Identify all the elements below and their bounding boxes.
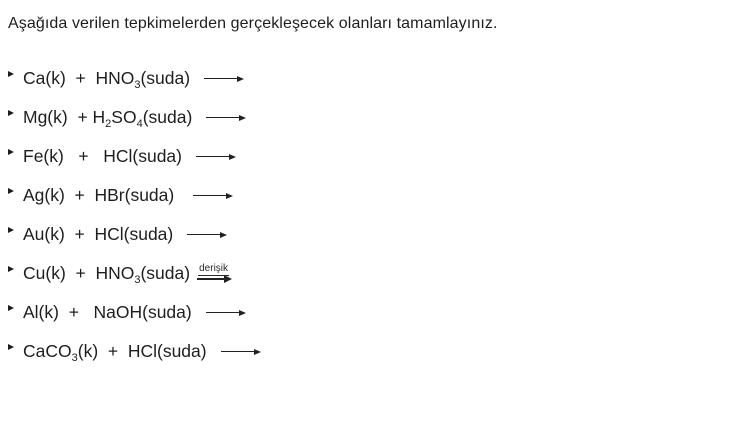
formula-subscript: 3 [134,273,141,286]
formula-text: Au(k) + HCl(suda) [23,223,174,244]
long-right-arrow-icon [193,195,231,197]
triangular-bullet-icon [8,266,14,272]
triangular-bullet-icon [8,305,14,311]
formula-text: (suda) [140,262,191,283]
reaction-formula [23,262,191,286]
formula-subscript: 3 [71,351,78,364]
reaction-arrow [187,234,225,236]
formula-text: Ag(k) + HBr(suda) [23,184,180,205]
formula-text: Cu(k) + HNO [23,262,135,283]
triangular-bullet-icon [8,110,14,116]
reaction-arrow [197,263,230,279]
reaction-formula [23,223,174,244]
reaction-arrow [196,156,234,158]
reaction-formula [23,145,182,166]
reaction-list [0,59,730,371]
formula-subscript: 3 [134,78,141,91]
long-right-arrow-icon [206,312,244,314]
long-right-arrow-icon [197,278,230,280]
arrow-condition-label: derişik [199,263,229,275]
reaction-formula [23,301,192,322]
reaction-arrow [193,195,231,197]
reaction-row [8,332,730,371]
reaction-row [8,215,730,254]
triangular-bullet-icon [8,344,14,350]
reaction-formula [23,184,180,205]
reaction-formula [23,340,207,364]
reaction-formula [23,67,191,91]
reaction-row [8,98,730,137]
reaction-row [8,176,730,215]
reaction-arrow [204,78,242,80]
reaction-row [8,137,730,176]
triangular-bullet-icon [8,71,14,77]
long-right-arrow-icon [204,78,242,80]
formula-text: Ca(k) + HNO [23,67,135,88]
formula-text: Fe(k) + HCl(suda) [23,145,182,166]
reaction-row [8,59,730,98]
reaction-arrow [206,117,244,119]
triangular-bullet-icon [8,188,14,194]
formula-subscript: 4 [136,117,143,130]
instruction-title: Aşağıda verilen tepkimelerden gerçekleşecek olanları tamamlayınız. [8,15,498,32]
triangular-bullet-icon [8,149,14,155]
formula-text: SO [111,106,137,127]
reaction-arrow [206,312,244,314]
long-right-arrow-icon [187,234,225,236]
long-right-arrow-icon [196,156,234,158]
long-right-arrow-icon [206,117,244,119]
reaction-arrow [221,351,259,353]
formula-text: (suda) [140,67,191,88]
triangular-bullet-icon [8,227,14,233]
long-right-arrow-icon [221,351,259,353]
reaction-row [8,254,730,293]
formula-subscript: 2 [105,117,112,130]
formula-text: CaCO [23,340,72,361]
formula-text: Al(k) + NaOH(suda) [23,301,192,322]
formula-text: Mg(k) + H [23,106,106,127]
reaction-row [8,293,730,332]
formula-text: (suda) [142,106,193,127]
formula-text: (k) + HCl(suda) [77,340,207,361]
reaction-formula [23,106,193,130]
